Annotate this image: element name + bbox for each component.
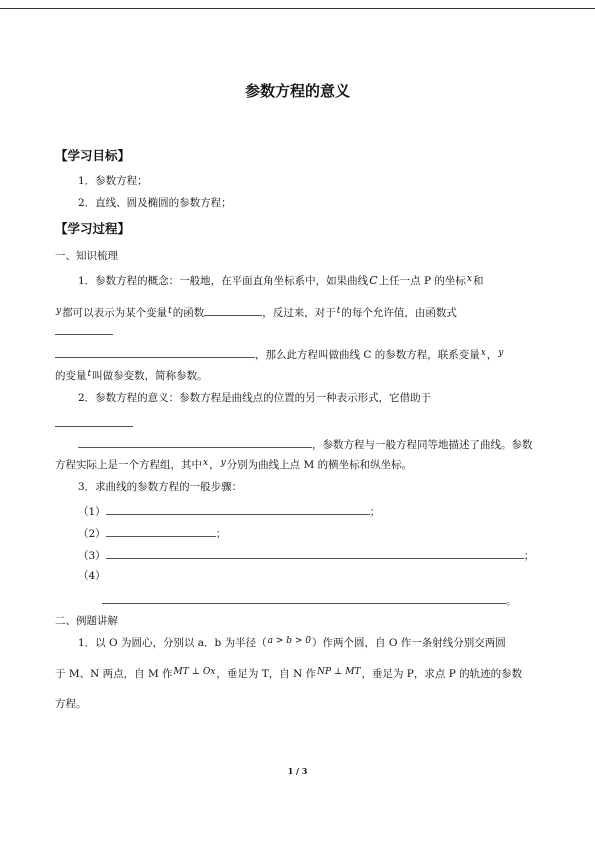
var-y: y xyxy=(498,348,504,358)
meaning-paragraph-line-1: 2．参数方程的意义：参数方程是曲线点的位置的另一种表示形式，它借助于 xyxy=(78,392,432,404)
concept-paragraph-line-2: y都可以表示为某个变量t的函数 ，反过来，对于t的每个允许值，由函数式 xyxy=(56,306,457,319)
blank-step-2[interactable] xyxy=(106,525,216,537)
goal-item-2: 2．直线、圆及椭圆的参数方程； xyxy=(78,197,232,209)
concept-paragraph-line-3: ，那么此方程叫做曲线 C 的参数方程，联系变量x，y xyxy=(55,346,504,363)
part-heading-knowledge: 一、知识梳理 xyxy=(55,250,118,262)
step-3: （3） ； xyxy=(78,547,534,563)
math-mt-perp-ox: MT ⊥ Ox xyxy=(173,667,216,677)
var-y: y xyxy=(56,306,62,316)
blank-step-3[interactable] xyxy=(106,547,524,559)
example-1-line-2: 于 M、N 两点，自 M 作MT ⊥ Ox，垂足为 T，自 N 作NP ⊥ MT，垂足为 P，求点 P 的轨迹的参数 xyxy=(55,667,523,680)
step-1: （1） ； xyxy=(78,503,380,519)
blank-step-4[interactable] xyxy=(102,592,506,604)
blank-param-equation[interactable] xyxy=(55,346,255,358)
example-1-line-1: 1．以 O 为圆心，分别以 a．b 为半径（a > b > 0）作两个圆，自 O 作一条射线分别交两圆 xyxy=(78,636,506,649)
var-y: y xyxy=(220,458,226,468)
blank-step-1[interactable] xyxy=(106,503,370,515)
meaning-paragraph-line-2: ，参数方程与一般方程同等地描述了曲线。参数 xyxy=(78,436,533,452)
part-heading-examples: 二、例题讲解 xyxy=(55,615,118,627)
steps-heading: 3．求曲线的参数方程的一般步骤： xyxy=(78,481,243,493)
section-heading-goals: 【学习目标】 xyxy=(55,148,131,163)
page-title: 参数方程的意义 xyxy=(244,82,350,100)
var-x: x xyxy=(466,274,472,284)
var-t: t xyxy=(168,306,172,316)
page-number: 1 / 3 xyxy=(287,766,308,776)
step-4-line: 。 xyxy=(102,592,517,608)
blank-function[interactable] xyxy=(204,304,262,316)
var-t: t xyxy=(87,369,92,379)
step-2: （2） ； xyxy=(78,525,226,541)
var-t: t xyxy=(336,306,341,316)
blank-line-short-2[interactable] xyxy=(55,426,133,427)
section-heading-process: 【学习过程】 xyxy=(55,221,131,236)
concept-paragraph-line-4: 的变量t叫做参变数，简称参数。 xyxy=(55,369,208,382)
concept-paragraph-line-1: 1．参数方程的概念：一般地，在平面直角坐标系中，如果曲线C上任一点 P 的坐标x和 xyxy=(78,274,484,287)
blank-meaning[interactable] xyxy=(78,436,312,448)
goal-item-1: 1．参数方程； xyxy=(78,175,148,187)
blank-line-short-1[interactable] xyxy=(55,334,113,335)
step-4-label: （4） xyxy=(78,570,106,582)
meaning-paragraph-line-3: 方程实际上是一个方程组，其中x，y分别为曲线上点 M 的横坐标和纵坐标。 xyxy=(55,458,413,471)
var-x: x xyxy=(480,348,486,358)
top-rule xyxy=(0,8,595,9)
math-np-perp-mt: NP ⊥ MT xyxy=(317,667,361,677)
example-1-line-3: 方程。 xyxy=(55,698,87,710)
var-x: x xyxy=(203,458,209,468)
math-inequality: a > b > 0 xyxy=(267,636,312,646)
var-c: C xyxy=(369,274,378,287)
